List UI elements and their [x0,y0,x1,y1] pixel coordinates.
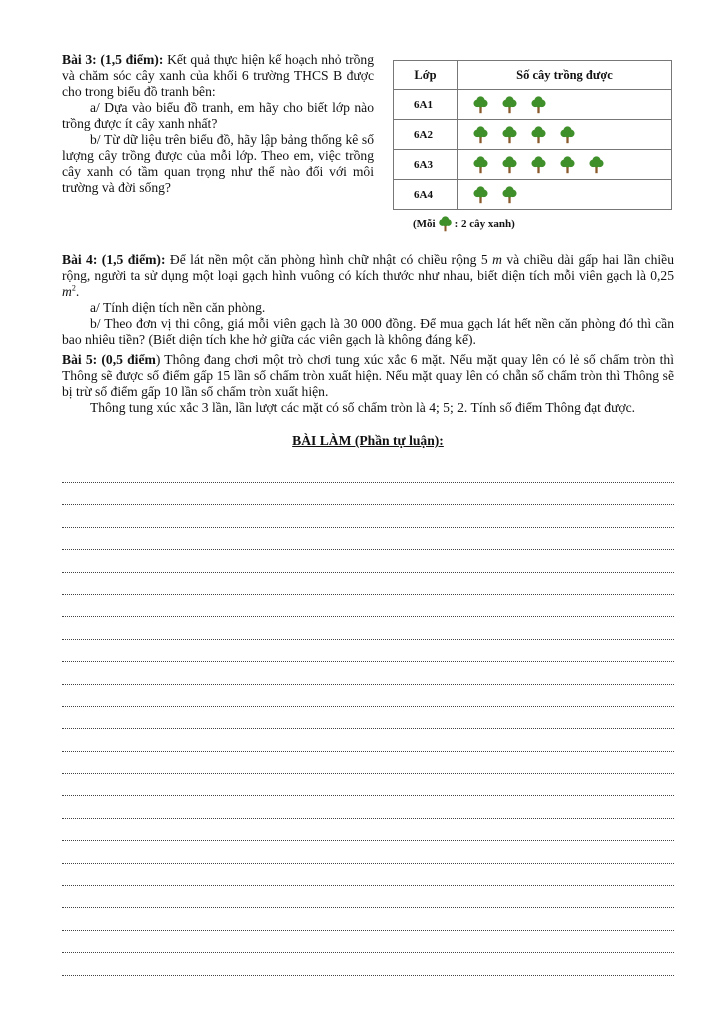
tree-icons-cell [458,120,672,150]
pictograph-legend [413,216,672,232]
bai3-text [62,52,374,196]
bai4-section [62,252,674,348]
tree-icon [501,126,518,144]
pictograph-row [394,90,672,120]
answer-lines [62,482,674,997]
answer-line [62,504,674,505]
class-label: 6A2 [394,120,458,150]
answer-line [62,885,674,886]
tree-icon [530,96,547,114]
legend-prefix: (Mỗi [413,218,436,230]
legend-suffix: : 2 cây xanh) [454,218,515,230]
bai4-intro [62,252,674,300]
unit-sup: 2 [71,283,76,293]
tree-icon [559,156,576,174]
answer-line [62,863,674,864]
bai4-period: . [75,284,80,299]
bai3-heading: Bài 3: (1,5 điểm): [62,52,164,67]
class-label: 6A1 [394,90,458,120]
bai4-heading: Bài 4 [62,252,93,267]
bai3-section [62,50,674,236]
bai4-part-a: a/ Tính diện tích nền căn phòng. [90,300,266,315]
bai3-part-b: b/ Từ dữ liệu trên biểu đồ, hãy lập bảng thống kê số lượng cây trồng được của mỗi lớp. Theo em, việc trồng cây xanh có tầm quan trọng như thế nào đối với môi trường và đời sống? [62,132,374,195]
bai4-part-b: b/ Theo đơn vị thi công, giá mỗi viên gạch là 30 000 đồng. Để mua gạch lát hết nền căn phòng đó thì cần bao nhiêu tiền? (Biết diện tích khe hở giữa các viên gạch là không đáng kể). [62,316,674,347]
answer-line [62,572,674,573]
answer-line [62,706,674,707]
answer-line [62,661,674,662]
answer-line [62,639,674,640]
answer-line [62,840,674,841]
tree-icon [472,96,489,114]
tree-icon [530,126,547,144]
tree-icons-cell [458,150,672,180]
tree-icon [588,156,605,174]
answer-line [62,907,674,908]
bai5-intro [62,352,674,400]
tree-icons-cell [458,90,672,120]
bai5-heading: Bài 5: (0,5 điểm [62,352,156,367]
bai4-intro-a: Để lát nền một căn phòng hình chữ nhật có chiều rộng 5 [169,252,488,267]
bai3-part-a: a/ Dựa vào biểu đồ tranh, em hãy cho biết lớp nào trồng được ít cây xanh nhất? [62,100,374,131]
answer-line [62,795,674,796]
answer-line [62,818,674,819]
legend-tree-icon [436,216,455,232]
answer-line [62,527,674,528]
bai4-points: : (1,5 điểm): [92,252,166,267]
pictograph-row [394,180,672,210]
answer-line [62,549,674,550]
col-header-trees: Số cây trồng được [458,61,672,90]
pictograph-row [394,120,672,150]
answer-line [62,952,674,953]
answer-line [62,482,674,483]
bai5-section [62,352,674,416]
tree-icon [501,156,518,174]
tree-icon [472,186,489,204]
tree-icon [530,156,547,174]
answer-title: BÀI LÀM (Phần tự luận): [292,433,444,448]
answer-line [62,594,674,595]
answer-line [62,684,674,685]
pictograph-table [393,60,672,210]
tree-icon [501,96,518,114]
tree-icons-cell [458,180,672,210]
tree-icon [472,156,489,174]
class-label: 6A3 [394,150,458,180]
answer-line [62,930,674,931]
answer-line [62,773,674,774]
pictograph [393,60,672,232]
bai3-intro-text: Kết quả thực hiện kế hoạch nhỏ trồng và chăm sóc cây xanh của khối 6 trường THCS B được cho trong biểu đồ tranh bên: [62,52,374,99]
tree-icon [501,186,518,204]
tree-icon [472,126,489,144]
unit-m: m [492,252,502,267]
answer-line [62,728,674,729]
bai3-intro [62,52,374,100]
class-label: 6A4 [394,180,458,210]
col-header-class: Lớp [394,61,458,90]
answer-line [62,751,674,752]
tree-icon [559,126,576,144]
bai4-intro-b: và chiều dài gấp hai lần chiều rộng, người ta sử dụng một loại gạch hình vuông có kích thước như nhau, biết diện tích mỗi viên gạch là 0,25 [62,252,674,283]
bai5-intro-text: ) Thông đang chơi một trò chơi tung xúc xắc 6 mặt. Nếu mặt quay lên có lẻ số chấm tròn thì Thông sẽ được số điểm gấp 15 lần số chấm tròn xuất hiện. Nếu mặt quay lên có chẵn số chấm tròn thì Thông sẽ bị trừ số điểm gấp 10 lần số chấm tròn xuất hiện. [62,352,674,399]
answer-line [62,616,674,617]
exam-page [62,50,674,449]
bai5-task: Thông tung xúc xắc 3 lần, lần lượt các mặt có số chấm tròn là 4; 5; 2. Tính số điểm Thông đạt được. [90,400,636,415]
unit-m2: m [62,284,72,299]
tree-icon [438,216,453,232]
answer-line [62,975,674,976]
pictograph-row [394,150,672,180]
